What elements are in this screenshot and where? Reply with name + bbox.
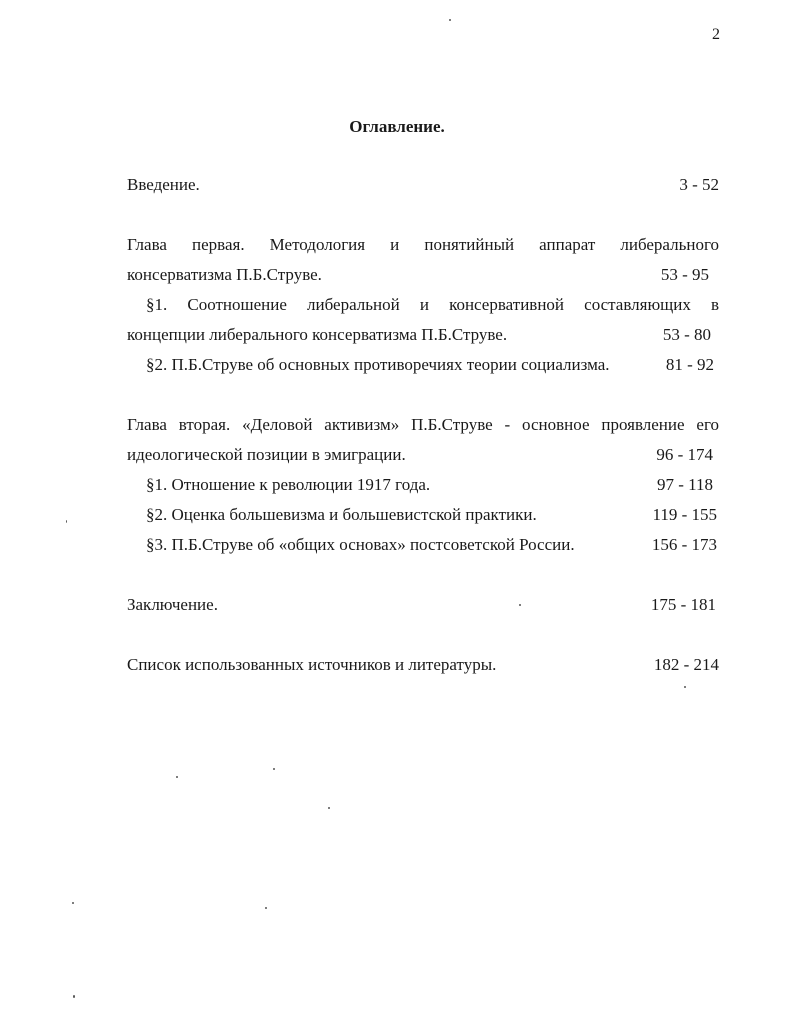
- scan-speck: [265, 907, 267, 909]
- toc-entry-label: концепции либерального консерватизма П.Б.Струве.: [127, 325, 508, 344]
- toc-entry-label: §1. Отношение к революции 1917 года.: [146, 475, 431, 494]
- toc-entry-pages: 81 - 92: [665, 355, 714, 374]
- scan-speck: [273, 768, 275, 770]
- toc-entry-pages: 175 - 181: [650, 595, 716, 614]
- toc-entry-pages: 156 - 173: [651, 535, 717, 554]
- toc-ch1-section2: [146, 354, 719, 376]
- toc-entry-pages: 96 - 174: [656, 445, 713, 464]
- toc-entry-pages: 119 - 155: [652, 505, 717, 524]
- toc-entry-bibliography: [127, 654, 719, 676]
- scan-speck: [449, 19, 451, 21]
- toc-ch2-section3: [146, 534, 719, 556]
- toc-chapter1-line1: Глава первая. Методология и понятийный аппарат либерального: [127, 235, 719, 254]
- toc-entry-label: §3. П.Б.Струве об «общих основах» постсоветской России.: [146, 535, 575, 554]
- toc-entry-pages: 182 - 214: [653, 655, 719, 674]
- scan-speck: [73, 995, 75, 998]
- toc-chapter2-line2: [127, 444, 719, 466]
- toc-ch1-section1-line1: §1. Соотношение либеральной и консервативной составляющих в: [146, 295, 719, 314]
- toc-ch2-section2: [146, 504, 719, 526]
- scan-speck: [66, 520, 67, 523]
- toc-entry-label: Заключение.: [127, 595, 218, 614]
- scan-speck: [684, 686, 686, 688]
- toc-entry-label: Список использованных источников и литературы.: [127, 655, 497, 674]
- scan-speck: [328, 807, 330, 809]
- toc-entry-pages: 53 - 80: [662, 325, 711, 344]
- scan-speck: [519, 604, 521, 606]
- scan-speck: [176, 776, 178, 778]
- toc-ch2-section1: [146, 474, 719, 496]
- toc-entry-pages: 3 - 52: [679, 175, 719, 194]
- page-number: 2: [712, 26, 720, 43]
- toc-entry-intro: [127, 174, 719, 196]
- toc-entry-label: §2. П.Б.Струве об основных противоречиях теории социализма.: [146, 355, 610, 374]
- toc-entry-conclusion: [127, 594, 719, 616]
- toc-chapter2-line1: Глава вторая. «Деловой активизм» П.Б.Струве - основное проявление его: [127, 415, 719, 434]
- toc-ch1-section1-line2: [127, 324, 719, 346]
- page-title: Оглавление.: [349, 117, 445, 136]
- toc-entry-pages: 97 - 118: [656, 475, 713, 494]
- toc-entry-label: идеологической позиции в эмиграции.: [127, 445, 406, 464]
- toc-entry-pages: 53 - 95: [660, 265, 709, 284]
- toc-entry-label: §2. Оценка большевизма и большевистской практики.: [146, 505, 537, 524]
- toc-entry-label: Введение.: [127, 175, 200, 194]
- toc-entry-label: консерватизма П.Б.Струве.: [127, 265, 322, 284]
- scan-speck: [72, 902, 74, 904]
- toc-chapter1-line2: [127, 264, 719, 286]
